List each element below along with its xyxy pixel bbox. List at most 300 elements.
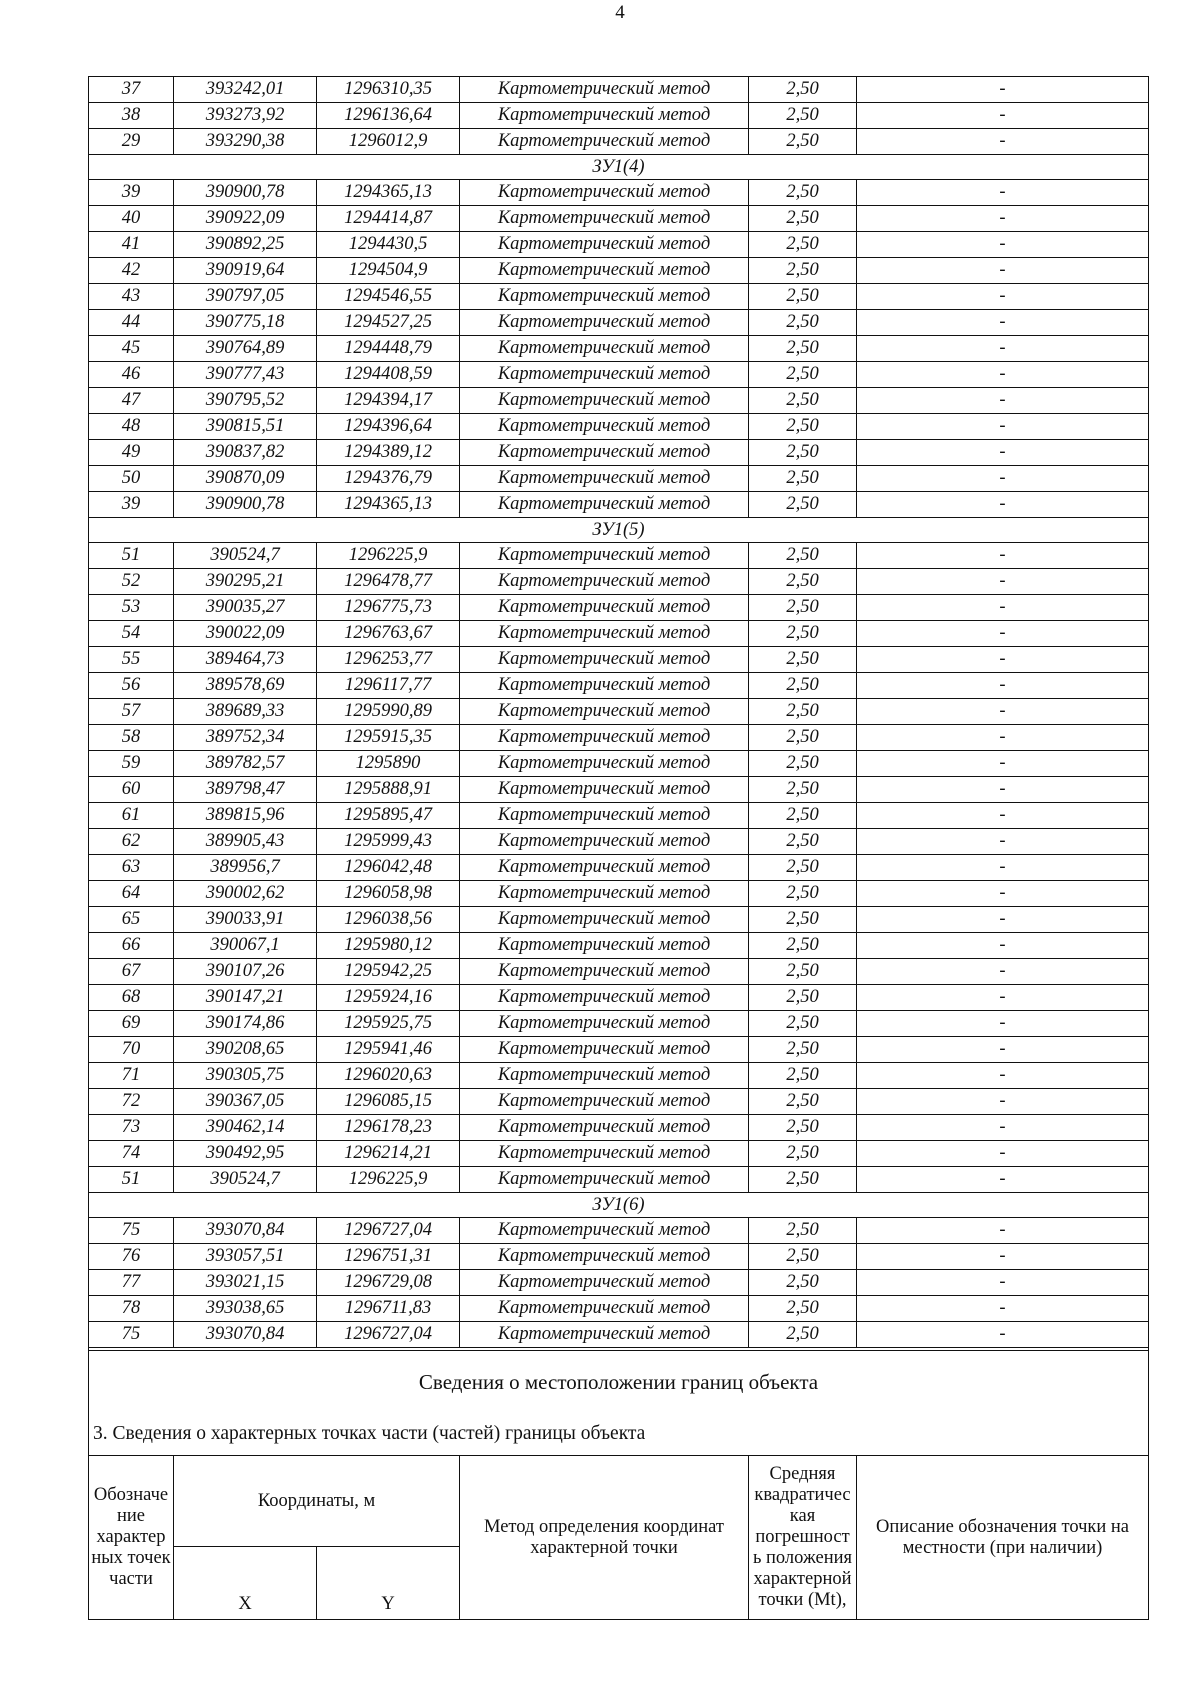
- coord-x: 393038,65: [174, 1296, 317, 1322]
- point-number: 65: [89, 907, 174, 933]
- method: Картометрический метод: [460, 1063, 749, 1089]
- method: Картометрический метод: [460, 440, 749, 466]
- table-row: [89, 933, 1149, 959]
- method: Картометрический метод: [460, 803, 749, 829]
- coord-x: 389798,47: [174, 777, 317, 803]
- point-number: 45: [89, 336, 174, 362]
- accuracy: 2,50: [749, 1037, 857, 1063]
- table-row: [89, 77, 1149, 103]
- coord-x: 389578,69: [174, 673, 317, 699]
- table-row: [89, 284, 1149, 310]
- coord-y: 1295888,91: [317, 777, 460, 803]
- description: -: [857, 569, 1149, 595]
- method: Картометрический метод: [460, 621, 749, 647]
- accuracy: 2,50: [749, 1115, 857, 1141]
- header-row-top: [89, 1456, 1149, 1547]
- section-title: Сведения о местоположении границ объекта: [89, 1351, 1149, 1414]
- coord-y: 1294414,87: [317, 206, 460, 232]
- description: -: [857, 362, 1149, 388]
- point-number: 53: [89, 595, 174, 621]
- section-row: [89, 1193, 1149, 1218]
- description: -: [857, 206, 1149, 232]
- description: -: [857, 985, 1149, 1011]
- table-row: [89, 232, 1149, 258]
- description: -: [857, 258, 1149, 284]
- table-row: [89, 258, 1149, 284]
- accuracy: 2,50: [749, 1218, 857, 1244]
- table-row: [89, 1141, 1149, 1167]
- point-number: 56: [89, 673, 174, 699]
- accuracy: 2,50: [749, 803, 857, 829]
- coord-y: 1295941,46: [317, 1037, 460, 1063]
- point-number: 37: [89, 77, 174, 103]
- accuracy: 2,50: [749, 1141, 857, 1167]
- description: -: [857, 1218, 1149, 1244]
- coord-x: 389782,57: [174, 751, 317, 777]
- method: Картометрический метод: [460, 777, 749, 803]
- point-number: 41: [89, 232, 174, 258]
- accuracy: 2,50: [749, 673, 857, 699]
- coord-x: 393057,51: [174, 1244, 317, 1270]
- table-row: [89, 492, 1149, 518]
- point-number: 39: [89, 492, 174, 518]
- method: Картометрический метод: [460, 1167, 749, 1193]
- coord-x: 390147,21: [174, 985, 317, 1011]
- point-number: 67: [89, 959, 174, 985]
- table-row: [89, 673, 1149, 699]
- point-number: 64: [89, 881, 174, 907]
- method: Картометрический метод: [460, 595, 749, 621]
- accuracy: 2,50: [749, 1296, 857, 1322]
- accuracy: 2,50: [749, 1167, 857, 1193]
- accuracy: 2,50: [749, 569, 857, 595]
- table-row: [89, 1296, 1149, 1322]
- table-row: [89, 1011, 1149, 1037]
- point-number: 55: [89, 647, 174, 673]
- method: Картометрический метод: [460, 647, 749, 673]
- table-row: [89, 751, 1149, 777]
- description: -: [857, 959, 1149, 985]
- point-number: 60: [89, 777, 174, 803]
- coord-y: 1296020,63: [317, 1063, 460, 1089]
- method: Картометрический метод: [460, 1115, 749, 1141]
- table-row: [89, 569, 1149, 595]
- table-row: [89, 1037, 1149, 1063]
- description: -: [857, 103, 1149, 129]
- coord-y: 1296038,56: [317, 907, 460, 933]
- accuracy: 2,50: [749, 933, 857, 959]
- table-row: [89, 985, 1149, 1011]
- table-row: [89, 595, 1149, 621]
- point-number: 74: [89, 1141, 174, 1167]
- coord-y: 1294365,13: [317, 180, 460, 206]
- section-footer: [89, 1348, 1149, 1620]
- accuracy: 2,50: [749, 258, 857, 284]
- description: -: [857, 336, 1149, 362]
- accuracy: 2,50: [749, 881, 857, 907]
- table-row: [89, 1089, 1149, 1115]
- point-number: 62: [89, 829, 174, 855]
- description: -: [857, 1270, 1149, 1296]
- coord-y: 1296478,77: [317, 569, 460, 595]
- method: Картометрический метод: [460, 414, 749, 440]
- method: Картометрический метод: [460, 985, 749, 1011]
- coord-y: 1296117,77: [317, 673, 460, 699]
- description: -: [857, 855, 1149, 881]
- coord-x: 390524,7: [174, 1167, 317, 1193]
- description: -: [857, 440, 1149, 466]
- description: -: [857, 129, 1149, 155]
- point-number: 48: [89, 414, 174, 440]
- coord-y: 1295999,43: [317, 829, 460, 855]
- point-number: 63: [89, 855, 174, 881]
- accuracy: 2,50: [749, 647, 857, 673]
- coord-y: 1294546,55: [317, 284, 460, 310]
- coord-y: 1295980,12: [317, 933, 460, 959]
- table-row: [89, 414, 1149, 440]
- coord-y: 1296727,04: [317, 1218, 460, 1244]
- coord-x: 390900,78: [174, 492, 317, 518]
- point-number: 61: [89, 803, 174, 829]
- description: -: [857, 1063, 1149, 1089]
- table-row: [89, 1322, 1149, 1348]
- table-row: [89, 699, 1149, 725]
- coord-x: 390208,65: [174, 1037, 317, 1063]
- coord-x: 390107,26: [174, 959, 317, 985]
- coord-y: 1296012,9: [317, 129, 460, 155]
- coord-y: 1296085,15: [317, 1089, 460, 1115]
- description: -: [857, 595, 1149, 621]
- subsection-title: 3. Сведения о характерных точках части (частей) границы объекта: [89, 1413, 1149, 1456]
- coord-x: 390524,7: [174, 543, 317, 569]
- description: -: [857, 77, 1149, 103]
- point-number: 46: [89, 362, 174, 388]
- description: -: [857, 725, 1149, 751]
- coord-x: 390002,62: [174, 881, 317, 907]
- header-coordinates: Координаты, м: [174, 1456, 460, 1547]
- point-number: 58: [89, 725, 174, 751]
- accuracy: 2,50: [749, 310, 857, 336]
- coord-y: 1296727,04: [317, 1322, 460, 1348]
- coord-y: 1296763,67: [317, 621, 460, 647]
- accuracy: 2,50: [749, 492, 857, 518]
- coord-y: 1294365,13: [317, 492, 460, 518]
- description: -: [857, 310, 1149, 336]
- point-number: 51: [89, 543, 174, 569]
- coord-y: 1295924,16: [317, 985, 460, 1011]
- method: Картометрический метод: [460, 1296, 749, 1322]
- description: -: [857, 673, 1149, 699]
- method: Картометрический метод: [460, 855, 749, 881]
- method: Картометрический метод: [460, 1037, 749, 1063]
- accuracy: 2,50: [749, 466, 857, 492]
- header-designation: Обозначе ние характер ных точек части: [89, 1456, 174, 1620]
- description: -: [857, 907, 1149, 933]
- coord-y: 1296058,98: [317, 881, 460, 907]
- description: -: [857, 180, 1149, 206]
- header-method: Метод определения координат характерной точки: [460, 1456, 749, 1620]
- description: -: [857, 543, 1149, 569]
- description: -: [857, 1322, 1149, 1348]
- accuracy: 2,50: [749, 1322, 857, 1348]
- method: Картометрический метод: [460, 1322, 749, 1348]
- coord-y: 1294504,9: [317, 258, 460, 284]
- point-number: 51: [89, 1167, 174, 1193]
- description: -: [857, 1244, 1149, 1270]
- point-number: 78: [89, 1296, 174, 1322]
- coord-x: 390777,43: [174, 362, 317, 388]
- method: Картометрический метод: [460, 881, 749, 907]
- table-row: [89, 362, 1149, 388]
- coord-x: 389905,43: [174, 829, 317, 855]
- page-number: 4: [615, 2, 625, 23]
- section-label: ЗУ1(4): [89, 155, 1149, 180]
- point-number: 39: [89, 180, 174, 206]
- coord-y: 1296214,21: [317, 1141, 460, 1167]
- table-row: [89, 803, 1149, 829]
- method: Картометрический метод: [460, 466, 749, 492]
- point-number: 50: [89, 466, 174, 492]
- coord-y: 1296178,23: [317, 1115, 460, 1141]
- accuracy: 2,50: [749, 388, 857, 414]
- accuracy: 2,50: [749, 129, 857, 155]
- coord-x: 393290,38: [174, 129, 317, 155]
- coord-y: 1296711,83: [317, 1296, 460, 1322]
- method: Картометрический метод: [460, 699, 749, 725]
- accuracy: 2,50: [749, 1089, 857, 1115]
- description: -: [857, 621, 1149, 647]
- accuracy: 2,50: [749, 907, 857, 933]
- description: -: [857, 492, 1149, 518]
- coord-y: 1294396,64: [317, 414, 460, 440]
- section-label: ЗУ1(6): [89, 1193, 1149, 1218]
- description: -: [857, 232, 1149, 258]
- table-row: [89, 388, 1149, 414]
- table-row: [89, 180, 1149, 206]
- coord-y: 1295990,89: [317, 699, 460, 725]
- method: Картометрический метод: [460, 77, 749, 103]
- method: Картометрический метод: [460, 103, 749, 129]
- section-row: [89, 155, 1149, 180]
- description: -: [857, 881, 1149, 907]
- coord-y: 1296042,48: [317, 855, 460, 881]
- coord-y: 1294394,17: [317, 388, 460, 414]
- header-x: X: [174, 1547, 317, 1620]
- description: -: [857, 1141, 1149, 1167]
- table-row: [89, 1218, 1149, 1244]
- coord-x: 390305,75: [174, 1063, 317, 1089]
- method: Картометрический метод: [460, 1218, 749, 1244]
- table-row: [89, 440, 1149, 466]
- point-number: 69: [89, 1011, 174, 1037]
- accuracy: 2,50: [749, 543, 857, 569]
- header-y: Y: [317, 1547, 460, 1620]
- coord-x: 390922,09: [174, 206, 317, 232]
- coord-y: 1296253,77: [317, 647, 460, 673]
- method: Картометрический метод: [460, 673, 749, 699]
- point-number: 29: [89, 129, 174, 155]
- description: -: [857, 647, 1149, 673]
- coord-x: 390837,82: [174, 440, 317, 466]
- coord-x: 390795,52: [174, 388, 317, 414]
- table-row: [89, 206, 1149, 232]
- table-row: [89, 336, 1149, 362]
- point-number: 40: [89, 206, 174, 232]
- coord-y: 1294527,25: [317, 310, 460, 336]
- table-row: [89, 1115, 1149, 1141]
- point-number: 70: [89, 1037, 174, 1063]
- coord-y: 1296751,31: [317, 1244, 460, 1270]
- accuracy: 2,50: [749, 595, 857, 621]
- point-number: 44: [89, 310, 174, 336]
- point-number: 38: [89, 103, 174, 129]
- coord-y: 1294448,79: [317, 336, 460, 362]
- point-number: 75: [89, 1218, 174, 1244]
- description: -: [857, 803, 1149, 829]
- point-number: 72: [89, 1089, 174, 1115]
- coord-x: 390295,21: [174, 569, 317, 595]
- method: Картометрический метод: [460, 907, 749, 933]
- coord-y: 1294408,59: [317, 362, 460, 388]
- point-number: 52: [89, 569, 174, 595]
- points-table-body: [89, 77, 1149, 1348]
- description: -: [857, 699, 1149, 725]
- coord-x: 390775,18: [174, 310, 317, 336]
- point-number: 68: [89, 985, 174, 1011]
- table-row: [89, 466, 1149, 492]
- point-number: 77: [89, 1270, 174, 1296]
- accuracy: 2,50: [749, 284, 857, 310]
- coord-x: 390870,09: [174, 466, 317, 492]
- section-title-row: [89, 1351, 1149, 1414]
- accuracy: 2,50: [749, 985, 857, 1011]
- table-row: [89, 129, 1149, 155]
- description: -: [857, 1115, 1149, 1141]
- accuracy: 2,50: [749, 1063, 857, 1089]
- coord-x: 393070,84: [174, 1322, 317, 1348]
- table-row: [89, 907, 1149, 933]
- accuracy: 2,50: [749, 336, 857, 362]
- method: Картометрический метод: [460, 388, 749, 414]
- accuracy: 2,50: [749, 440, 857, 466]
- table-row: [89, 881, 1149, 907]
- accuracy: 2,50: [749, 829, 857, 855]
- table-row: [89, 621, 1149, 647]
- point-number: 73: [89, 1115, 174, 1141]
- method: Картометрический метод: [460, 1089, 749, 1115]
- boundary-points-table: [88, 76, 1149, 1620]
- coord-x: 390900,78: [174, 180, 317, 206]
- coord-x: 390174,86: [174, 1011, 317, 1037]
- description: -: [857, 777, 1149, 803]
- point-number: 42: [89, 258, 174, 284]
- table-row: [89, 1270, 1149, 1296]
- coord-x: 390035,27: [174, 595, 317, 621]
- method: Картометрический метод: [460, 284, 749, 310]
- table-row: [89, 543, 1149, 569]
- method: Картометрический метод: [460, 1270, 749, 1296]
- coord-y: 1296225,9: [317, 543, 460, 569]
- accuracy: 2,50: [749, 777, 857, 803]
- description: -: [857, 466, 1149, 492]
- method: Картометрический метод: [460, 959, 749, 985]
- method: Картометрический метод: [460, 1244, 749, 1270]
- coord-x: 393070,84: [174, 1218, 317, 1244]
- description: -: [857, 1037, 1149, 1063]
- coord-x: 389464,73: [174, 647, 317, 673]
- subsection-title-row: [89, 1413, 1149, 1456]
- table-row: [89, 777, 1149, 803]
- coord-x: 389752,34: [174, 725, 317, 751]
- table-row: [89, 829, 1149, 855]
- description: -: [857, 829, 1149, 855]
- accuracy: 2,50: [749, 232, 857, 258]
- point-number: 75: [89, 1322, 174, 1348]
- method: Картометрический метод: [460, 232, 749, 258]
- coord-x: 390033,91: [174, 907, 317, 933]
- coord-y: 1296729,08: [317, 1270, 460, 1296]
- point-number: 76: [89, 1244, 174, 1270]
- table-row: [89, 725, 1149, 751]
- coord-y: 1295895,47: [317, 803, 460, 829]
- point-number: 47: [89, 388, 174, 414]
- coord-x: 389956,7: [174, 855, 317, 881]
- description: -: [857, 284, 1149, 310]
- description: -: [857, 1296, 1149, 1322]
- accuracy: 2,50: [749, 1011, 857, 1037]
- method: Картометрический метод: [460, 1011, 749, 1037]
- point-number: 43: [89, 284, 174, 310]
- method: Картометрический метод: [460, 829, 749, 855]
- coord-x: 393242,01: [174, 77, 317, 103]
- coord-y: 1295915,35: [317, 725, 460, 751]
- description: -: [857, 414, 1149, 440]
- method: Картометрический метод: [460, 543, 749, 569]
- description: -: [857, 1011, 1149, 1037]
- header-description: Описание обозначения точки на местности (при наличии): [857, 1456, 1149, 1620]
- table-row: [89, 855, 1149, 881]
- table-row: [89, 959, 1149, 985]
- point-number: 57: [89, 699, 174, 725]
- coord-x: 390462,14: [174, 1115, 317, 1141]
- accuracy: 2,50: [749, 103, 857, 129]
- method: Картометрический метод: [460, 258, 749, 284]
- coord-y: 1296310,35: [317, 77, 460, 103]
- point-number: 59: [89, 751, 174, 777]
- accuracy: 2,50: [749, 959, 857, 985]
- method: Картометрический метод: [460, 492, 749, 518]
- accuracy: 2,50: [749, 1270, 857, 1296]
- accuracy: 2,50: [749, 414, 857, 440]
- description: -: [857, 1167, 1149, 1193]
- point-number: 49: [89, 440, 174, 466]
- coord-x: 393021,15: [174, 1270, 317, 1296]
- description: -: [857, 1089, 1149, 1115]
- section-label: ЗУ1(5): [89, 518, 1149, 543]
- method: Картометрический метод: [460, 180, 749, 206]
- accuracy: 2,50: [749, 855, 857, 881]
- coord-y: 1294389,12: [317, 440, 460, 466]
- coord-y: 1295942,25: [317, 959, 460, 985]
- coord-y: 1296136,64: [317, 103, 460, 129]
- table-row: [89, 1167, 1149, 1193]
- method: Картометрический метод: [460, 206, 749, 232]
- accuracy: 2,50: [749, 725, 857, 751]
- accuracy: 2,50: [749, 362, 857, 388]
- point-number: 54: [89, 621, 174, 647]
- accuracy: 2,50: [749, 206, 857, 232]
- coord-y: 1296775,73: [317, 595, 460, 621]
